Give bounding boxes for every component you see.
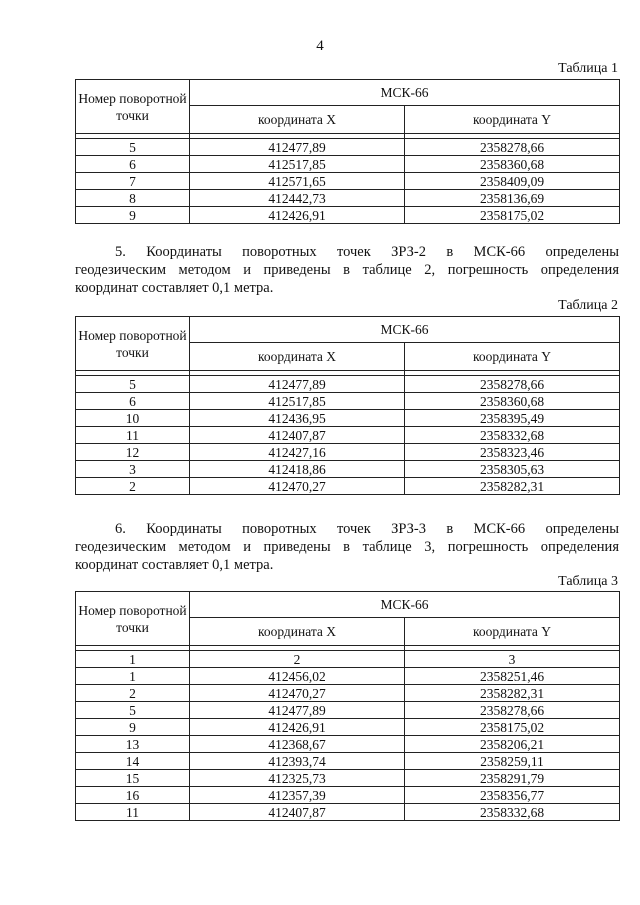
cell-point-number: 7 xyxy=(76,173,190,190)
paragraph-line: координат составляет 0,1 метра. xyxy=(75,557,274,573)
cell-coordinate-y: 2358282,31 xyxy=(405,685,620,702)
table-row xyxy=(76,719,620,736)
table-row xyxy=(76,190,620,207)
table-row xyxy=(76,410,620,427)
table-row xyxy=(76,207,620,224)
table-row xyxy=(76,139,620,156)
header-coordinate-y: координата Y xyxy=(405,618,620,646)
header-point-number: Номер поворотной точки xyxy=(76,80,190,134)
paragraph-5 xyxy=(75,243,619,297)
cell-coordinate-x: 412571,65 xyxy=(190,173,405,190)
cell-coordinate-y: 2358323,46 xyxy=(405,444,620,461)
cell-coordinate-y: 2358251,46 xyxy=(405,668,620,685)
cell-point-number: 5 xyxy=(76,702,190,719)
cell-coordinate-y: 2358278,66 xyxy=(405,139,620,156)
header-coordinate-x: координата X xyxy=(190,618,405,646)
table-row xyxy=(76,787,620,804)
paragraph-line: геодезическим методом и приведены в таблице 2, погрешность определения xyxy=(75,262,619,278)
cell-coordinate-x: 412470,27 xyxy=(190,478,405,495)
cell-point-number: 9 xyxy=(76,719,190,736)
cell-coordinate-x: 412368,67 xyxy=(190,736,405,753)
header-coordinate-system: МСК-66 xyxy=(190,317,620,343)
cell-point-number: 2 xyxy=(76,685,190,702)
cell-coordinate-x: 412426,91 xyxy=(190,719,405,736)
cell-coordinate-x: 412477,89 xyxy=(190,139,405,156)
cell-point-number: 3 xyxy=(76,461,190,478)
cell-coordinate-x: 412325,73 xyxy=(190,770,405,787)
cell-coordinate-x: 412436,95 xyxy=(190,410,405,427)
header-coordinate-system: МСК-66 xyxy=(190,80,620,106)
cell-coordinate-y: 2358175,02 xyxy=(405,719,620,736)
table-2-caption: Таблица 2 xyxy=(558,298,618,313)
paragraph-line: геодезическим методом и приведены в таблице 3, погрешность определения xyxy=(75,539,619,555)
cell-point-number: 1 xyxy=(76,651,190,668)
header-coordinate-y: координата Y xyxy=(405,343,620,371)
header-coordinate-x: координата X xyxy=(190,343,405,371)
page-number: 4 xyxy=(316,38,324,54)
cell-coordinate-y: 2358291,79 xyxy=(405,770,620,787)
cell-point-number: 2 xyxy=(76,478,190,495)
paragraph-line: 5. Координаты поворотных точек ЗРЗ-2 в МСК-66 определены xyxy=(115,244,619,260)
cell-coordinate-y: 2358360,68 xyxy=(405,393,620,410)
table-row xyxy=(76,685,620,702)
cell-point-number: 5 xyxy=(76,376,190,393)
cell-coordinate-x: 412418,86 xyxy=(190,461,405,478)
table-row xyxy=(76,444,620,461)
table-3-caption: Таблица 3 xyxy=(558,574,618,589)
paragraph-line: 6. Координаты поворотных точек ЗРЗ-3 в МСК-66 определены xyxy=(115,521,619,537)
table-row xyxy=(76,651,620,668)
cell-coordinate-y: 2358282,31 xyxy=(405,478,620,495)
table-row xyxy=(76,770,620,787)
cell-coordinate-y: 2358305,63 xyxy=(405,461,620,478)
cell-point-number: 13 xyxy=(76,736,190,753)
cell-coordinate-x: 412477,89 xyxy=(190,702,405,719)
coordinates-table-2 xyxy=(75,316,620,495)
cell-point-number: 10 xyxy=(76,410,190,427)
cell-point-number: 9 xyxy=(76,207,190,224)
cell-point-number: 1 xyxy=(76,668,190,685)
cell-coordinate-y: 2358356,77 xyxy=(405,787,620,804)
table-row xyxy=(76,804,620,821)
cell-coordinate-x: 412477,89 xyxy=(190,376,405,393)
cell-coordinate-x: 412442,73 xyxy=(190,190,405,207)
cell-coordinate-y: 2358278,66 xyxy=(405,702,620,719)
cell-coordinate-y: 2358332,68 xyxy=(405,427,620,444)
cell-coordinate-y: 2358360,68 xyxy=(405,156,620,173)
paragraph-6 xyxy=(75,520,619,574)
header-coordinate-x: координата X xyxy=(190,106,405,134)
cell-coordinate-x: 412407,87 xyxy=(190,427,405,444)
table-row xyxy=(76,736,620,753)
cell-point-number: 8 xyxy=(76,190,190,207)
cell-coordinate-x: 2 xyxy=(190,651,405,668)
cell-point-number: 14 xyxy=(76,753,190,770)
cell-coordinate-y: 3 xyxy=(405,651,620,668)
paragraph-line: координат составляет 0,1 метра. xyxy=(75,280,274,296)
cell-coordinate-y: 2358278,66 xyxy=(405,376,620,393)
table-row xyxy=(76,753,620,770)
cell-coordinate-x: 412426,91 xyxy=(190,207,405,224)
cell-point-number: 6 xyxy=(76,393,190,410)
cell-coordinate-y: 2358206,21 xyxy=(405,736,620,753)
cell-point-number: 12 xyxy=(76,444,190,461)
cell-point-number: 11 xyxy=(76,804,190,821)
cell-coordinate-x: 412470,27 xyxy=(190,685,405,702)
cell-coordinate-y: 2358395,49 xyxy=(405,410,620,427)
table-row xyxy=(76,393,620,410)
cell-point-number: 15 xyxy=(76,770,190,787)
cell-coordinate-x: 412407,87 xyxy=(190,804,405,821)
cell-coordinate-y: 2358332,68 xyxy=(405,804,620,821)
cell-coordinate-x: 412517,85 xyxy=(190,393,405,410)
table-row xyxy=(76,156,620,173)
cell-coordinate-x: 412357,39 xyxy=(190,787,405,804)
cell-coordinate-y: 2358175,02 xyxy=(405,207,620,224)
table-row xyxy=(76,376,620,393)
cell-coordinate-x: 412456,02 xyxy=(190,668,405,685)
cell-point-number: 11 xyxy=(76,427,190,444)
cell-coordinate-y: 2358136,69 xyxy=(405,190,620,207)
header-coordinate-system: МСК-66 xyxy=(190,592,620,618)
coordinates-table-1 xyxy=(75,79,620,224)
cell-point-number: 6 xyxy=(76,156,190,173)
cell-coordinate-x: 412393,74 xyxy=(190,753,405,770)
cell-point-number: 5 xyxy=(76,139,190,156)
table-1-caption: Таблица 1 xyxy=(558,61,618,76)
cell-coordinate-y: 2358259,11 xyxy=(405,753,620,770)
coordinates-table-3 xyxy=(75,591,620,821)
table-row xyxy=(76,478,620,495)
table-row xyxy=(76,173,620,190)
table-row xyxy=(76,461,620,478)
cell-coordinate-x: 412517,85 xyxy=(190,156,405,173)
cell-point-number: 16 xyxy=(76,787,190,804)
header-coordinate-y: координата Y xyxy=(405,106,620,134)
table-row xyxy=(76,668,620,685)
table-row xyxy=(76,702,620,719)
cell-coordinate-y: 2358409,09 xyxy=(405,173,620,190)
header-point-number: Номер поворотной точки xyxy=(76,592,190,646)
cell-coordinate-x: 412427,16 xyxy=(190,444,405,461)
table-row xyxy=(76,427,620,444)
header-point-number: Номер поворотной точки xyxy=(76,317,190,371)
